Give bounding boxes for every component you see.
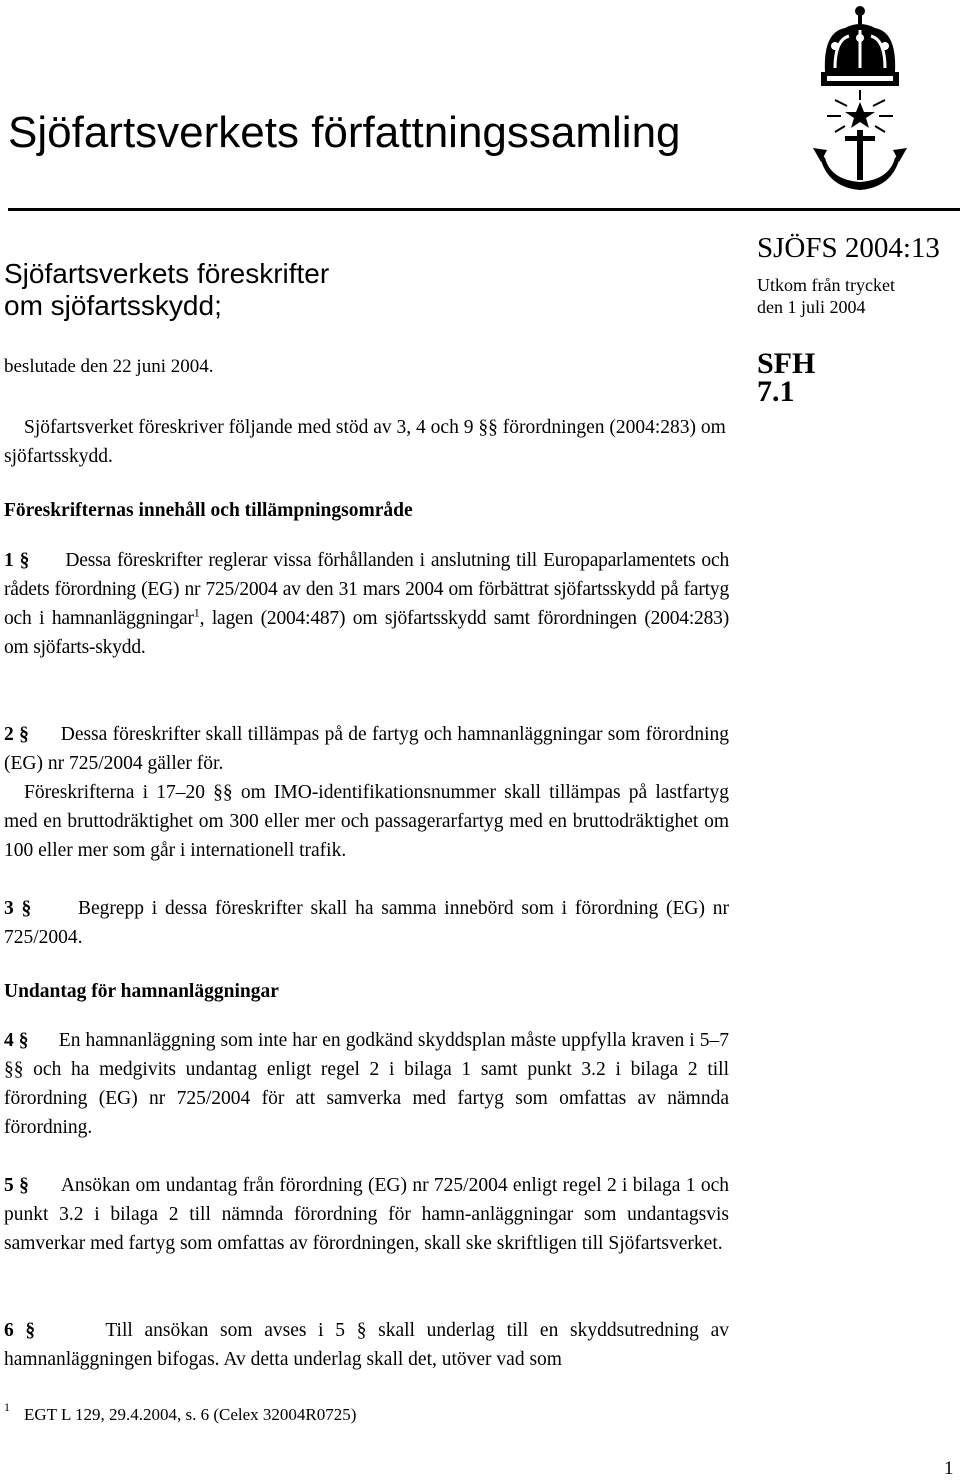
paragraph-number: 3 § (4, 898, 32, 919)
paragraph-2 (4, 720, 729, 778)
document-number: SJÖFS 2004:13 (757, 232, 940, 264)
paragraph-text: Dessa föreskrifter reglerar vissa förhållanden i anslutning till Europaparlamentets och rådets förordning (EG) nr 725/2004 av den 31 mars 2004 om förbättrat sjöfartsskydd på fartyg och i hamnanläggningar (4, 550, 729, 629)
paragraph-text: Ansökan om undantag från förordning (EG) nr 725/2004 enligt regel 2 i bilaga 1 och punkt 3.2 i bilaga 2 till nämnda förordning för hamn-anläggningar som undantagsvis samverkar med fartyg som omfattas av förordningen, skall ske skriftligen till Sjöfartsverket. (4, 1175, 730, 1254)
crown-anchor-emblem-icon (805, 2, 915, 194)
paragraph-2-continued: Föreskrifterna i 17–20 §§ om IMO-identifikationsnummer skall tillämpas på lastfartyg med en bruttodräktighet om 300 eller mer och passagerarfartyg med en bruttodräktighet om 100 eller mer som går i internationell trafik. (4, 782, 729, 861)
section-heading-scope: Föreskrifternas innehåll och tillämpningsområde (4, 500, 413, 521)
paragraph-number: 5 § (4, 1175, 29, 1196)
document-title (4, 258, 329, 322)
header-rule (8, 208, 960, 211)
paragraph-text: Begrepp i dessa föreskrifter skall ha samma innebörd som i förordning (EG) nr 725/2004. (4, 898, 730, 948)
footnote-reference[interactable]: 1 (193, 605, 200, 620)
paragraph-number: 6 § (4, 1320, 36, 1341)
paragraph-number: 4 § (4, 1030, 29, 1051)
paragraph-text: En hamnanläggning som inte har en godkänd skyddsplan måste uppfylla kraven i 5–7 §§ och ha medgivits undantag enligt regel 2 i bilaga 1 samt punkt 3.2 i bilaga 2 till förordning (EG) nr 725/2004 för att samverka med fartyg som omfattas av nämnda förordning. (4, 1030, 730, 1138)
page-number: 1 (944, 1458, 954, 1479)
sfh-code-line1: SFH (757, 347, 816, 380)
paragraph-4 (4, 1026, 729, 1142)
paragraph-number: 1 § (4, 550, 30, 571)
paragraph-text: Dessa föreskrifter skall tillämpas på de fartyg och hamnanläggningar som förordning (EG) nr 725/2004 gäller för. (4, 724, 730, 774)
paragraph-text: Till ansökan som avses i 5 § skall underlag till en skyddsutredning av hamnanläggningen bifogas. Av detta underlag skall det, utöver vad som (4, 1320, 730, 1370)
publication-date-line1: Utkom från trycket (757, 275, 895, 295)
sfh-code-line2: 7.1 (757, 375, 795, 408)
preamble: Sjöfartsverket föreskriver följande med stöd av 3, 4 och 9 §§ förordningen (2004:283) om sjöfartsskydd. (4, 417, 726, 467)
publication-date (757, 274, 895, 318)
paragraph-1 (4, 546, 729, 662)
paragraph-number: 2 § (4, 724, 29, 745)
document-title-line2: om sjöfartsskydd; (4, 290, 222, 321)
sfh-code (757, 347, 816, 408)
paragraph-text-continued: , lagen (2004:487) om sjöfartsskydd samt förordningen (2004:283) om sjöfarts-skydd. (4, 608, 729, 658)
section-heading-exemptions: Undantag för hamnanläggningar (4, 981, 279, 1002)
paragraph-6 (4, 1316, 729, 1374)
publication-date-line2: den 1 juli 2004 (757, 297, 866, 317)
paragraph-3 (4, 894, 729, 952)
footnote-text: EGT L 129, 29.4.2004, s. 6 (Celex 32004R0725) (24, 1405, 357, 1424)
page-title: Sjöfartsverkets författningssamling (8, 108, 681, 157)
document-title-line1: Sjöfartsverkets föreskrifter (4, 258, 330, 289)
paragraph-5 (4, 1171, 729, 1258)
footnote-marker: 1 (4, 1400, 10, 1414)
decision-date: beslutade den 22 juni 2004. (4, 356, 214, 377)
